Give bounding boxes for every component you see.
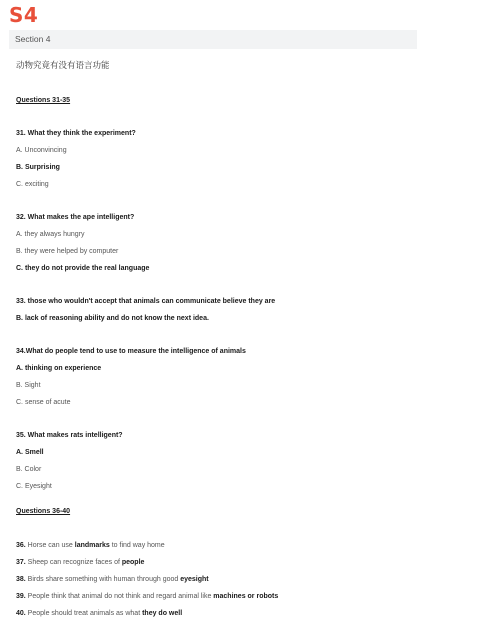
q35-option-b: B. Color (16, 466, 42, 473)
questions-36-40-heading: Questions 36-40 (16, 508, 71, 515)
questions-31-35-heading: Questions 31-35 (16, 97, 71, 104)
q32-option-a: A. they always hungry (16, 231, 85, 238)
q36-number: 36. (16, 542, 26, 549)
q33-answer: B. lack of reasoning ability and do not know the next idea. (16, 315, 209, 322)
q31-option-a: A. Unconvincing (16, 147, 67, 154)
q35-question: 35. What makes rats intelligent? (16, 432, 123, 439)
q37-number: 37. (16, 559, 26, 566)
q34-option-c: C. sense of acute (16, 399, 71, 406)
q40-text: People should treat animals as what (25, 610, 143, 617)
q36-rest: to find way home (109, 542, 165, 549)
q35-option-a: A. Smell (16, 449, 44, 456)
q38-answer: eyesight (180, 576, 209, 583)
q31-question: 31. What they think the experiment? (16, 130, 136, 137)
q39-answer: machines or robots (213, 593, 279, 600)
q37-answer: people (121, 559, 145, 566)
q40-answer: they do well (142, 610, 183, 617)
q37-text: Sheep can recognize faces of (25, 559, 122, 566)
q32-question: 32. What makes the ape intelligent? (16, 214, 135, 221)
q39-item (16, 592, 278, 601)
q31-option-c: C. exciting (16, 181, 49, 188)
q36-item (16, 541, 165, 550)
q32-option-c: C. they do not provide the real language (16, 265, 150, 272)
q32-option-b: B. they were helped by computer (16, 248, 119, 255)
brand-logo: S4 (9, 3, 39, 27)
q39-number: 39. (16, 593, 26, 600)
q40-item (16, 609, 182, 618)
page-title: 动物究竟有没有语言功能 (16, 61, 110, 71)
q36-answer: landmarks (74, 542, 110, 549)
q34-option-a: A. thinking on experience (16, 365, 102, 372)
q36-text: Horse can use (25, 542, 75, 549)
q37-item (16, 558, 144, 567)
q34-option-b: B. Sight (16, 382, 41, 389)
q38-number: 38. (16, 576, 26, 583)
q33-question: 33. those who wouldn't accept that animals can communicate believe they are (16, 298, 276, 305)
q31-option-b: B. Surprising (16, 164, 60, 171)
q34-question: 34.What do people tend to use to measure the intelligence of animals (16, 348, 246, 355)
q38-item (16, 575, 209, 584)
q35-option-c: C. Eyesight (16, 483, 52, 490)
q39-text: People think that animal do not think and regard animal like (25, 593, 214, 600)
q38-text: Birds share something with human through good (25, 576, 181, 583)
section-header (9, 30, 417, 49)
section-label: Section 4 (15, 34, 51, 44)
q40-number: 40. (16, 610, 26, 617)
